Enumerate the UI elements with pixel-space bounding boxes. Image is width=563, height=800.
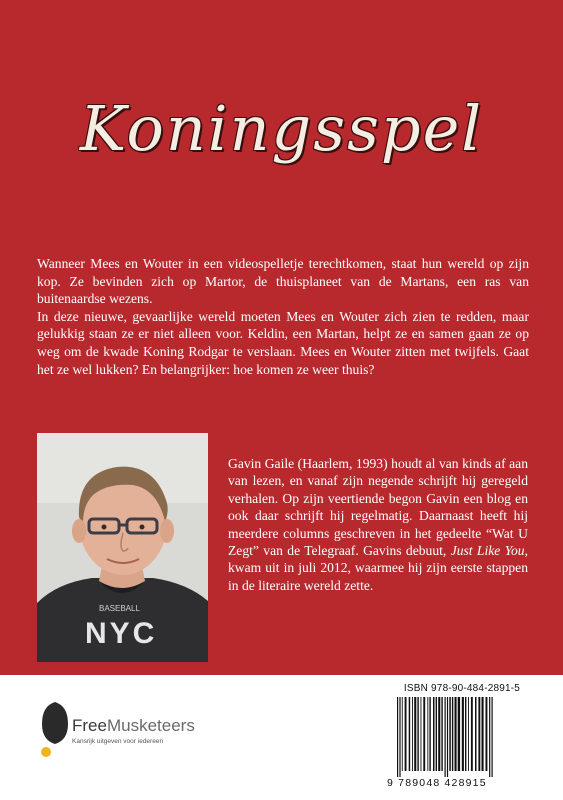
barcode-bar <box>445 697 446 777</box>
barcode-bar <box>427 697 428 771</box>
barcode-bar <box>471 697 473 771</box>
barcode-bar <box>482 697 484 771</box>
barcode-bars <box>395 697 545 777</box>
shirt-small-text: BASEBALL <box>99 604 140 613</box>
publisher-tagline: Kansrijk uitgeven voor iedereen <box>72 738 164 745</box>
blurb-paragraph-2: In deze nieuwe, gevaarlijke wereld moeten Mees en Wouter zich zien te redden, maar gelukkig staan ze er niet alleen voor. Keldin, een Martan, helpt ze en samen gaan ze op weg om de kwade Koning Rodgar te verslaan. Mees en Wouter zitten met twijfels. Gaat het ze wel lukken? En belangrijker: hoe komen ze weer thuis? <box>37 308 529 377</box>
barcode-bar <box>421 697 422 771</box>
barcode-bar <box>441 697 442 771</box>
barcode-bar <box>409 697 411 771</box>
isbn-barcode <box>387 683 547 793</box>
publisher-name <box>72 716 195 736</box>
barcode-bar <box>452 697 453 771</box>
barcode-bar <box>455 697 457 771</box>
isbn-digits: 9 789048 428915 <box>387 777 487 789</box>
publisher-logo <box>38 700 238 760</box>
publisher-name-free: Free <box>72 716 107 735</box>
bio-text-2: , kwam uit in juli 2012, waarmee hij zijn eerste stappen in de literaire wereld zette. <box>228 543 528 593</box>
barcode-bar <box>458 697 460 771</box>
book-title: Koningsspel <box>79 92 484 165</box>
barcode-bar <box>438 697 440 771</box>
barcode-bar <box>414 697 416 771</box>
barcode-bar <box>433 697 435 771</box>
barcode-bar <box>423 697 425 771</box>
bio-text-1: Gavin Gaile (Haarlem, 1993) houdt al van kinds af aan van lezen, en vanaf zijn negende schrijft hij geregeld verhalen. Op zijn veertiende begon Gavin een blog en ook daar schrijft hij regelmatig. Daarnaast heeft hij meerdere columns geschreven in het gedeelte “Wat U Zegt” van de Telegraaf. Gavins debuut, <box>228 456 528 559</box>
author-portrait-image <box>37 433 208 662</box>
publisher-name-musketeers: Musketeers <box>106 716 195 735</box>
barcode-bar <box>447 697 448 777</box>
bio-book-title: Just Like You <box>450 543 525 559</box>
barcode-bar <box>436 697 437 771</box>
author-bio <box>228 455 528 594</box>
book-blurb <box>37 255 529 378</box>
author-photo <box>37 433 208 662</box>
barcode-bar <box>486 697 488 771</box>
isbn-label: ISBN 978-90-484-2891-5 <box>403 683 521 694</box>
shirt-nyc-text: NYC <box>85 617 158 650</box>
barcode-bar <box>475 697 477 771</box>
barcode-bar <box>465 697 466 771</box>
speech-bubble-icon <box>38 700 72 760</box>
barcode-bar <box>397 697 398 777</box>
barcode-bar <box>429 697 430 771</box>
barcode-bar <box>417 697 418 771</box>
barcode-bar <box>468 697 469 771</box>
barcode-bar <box>462 697 464 771</box>
barcode-bar <box>405 697 407 771</box>
barcode-bar <box>478 697 480 771</box>
barcode-bar <box>449 697 451 771</box>
barcode-bar <box>399 697 400 777</box>
barcode-bar <box>489 697 490 777</box>
barcode-bar <box>412 697 413 771</box>
barcode-bar <box>492 697 493 777</box>
blurb-paragraph-1: Wanneer Mees en Wouter in een videospelletje terechtkomen, staat hun wereld op zijn kop. Ze bevinden zich op Martor, de thuisplaneet van de Martans, een ras van buitenaardse wezens. <box>37 256 529 307</box>
barcode-bar <box>402 697 403 771</box>
